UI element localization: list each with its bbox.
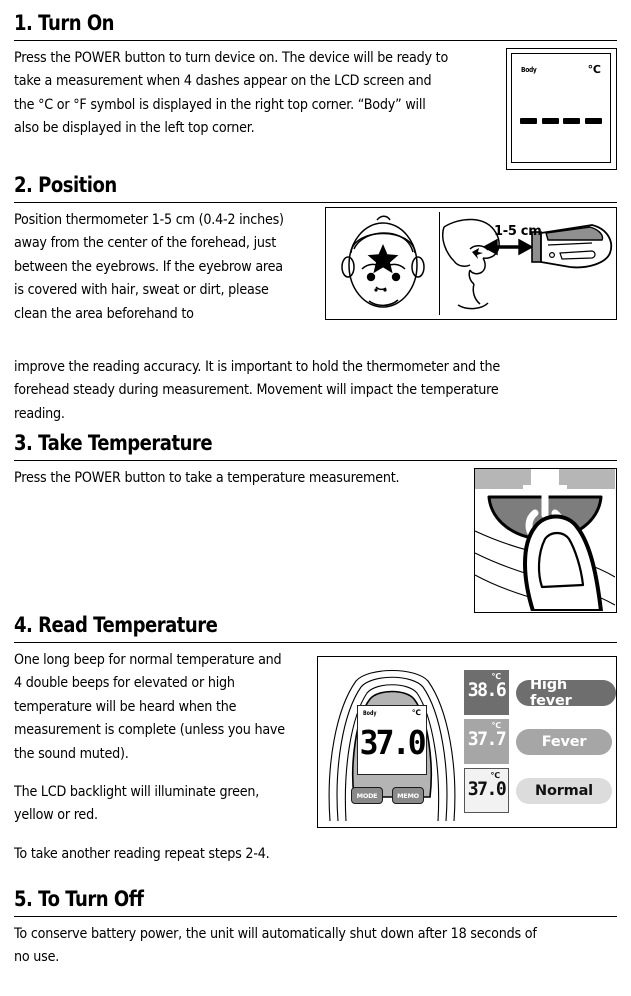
- section-1-divider: [14, 40, 617, 41]
- fever-level-row-high: [464, 670, 616, 715]
- section-3-heading: 3. Take Temperature: [14, 431, 213, 455]
- section-4-heading: 4. Read Temperature: [14, 613, 218, 637]
- section-2-body-wrap-2: [14, 356, 505, 426]
- section-1-heading: 1. Turn On: [14, 11, 115, 35]
- forehead-position-figure: [325, 207, 617, 320]
- device-lcd-reading: 37.0: [359, 723, 424, 762]
- star-icon: [368, 244, 399, 273]
- lcd-dash: [542, 118, 559, 124]
- lcd-inner-bezel: [511, 53, 611, 163]
- temp-chip-high-fever: [464, 670, 509, 715]
- distance-label: 1-5 cm: [494, 224, 542, 239]
- lcd-unit-symbol: ℃: [587, 63, 601, 76]
- mode-button[interactable]: MODE: [351, 787, 383, 804]
- fever-level-row-normal: [464, 768, 616, 813]
- temp-chip-value: 37.7: [467, 728, 506, 750]
- distance-arrow-icon: [486, 242, 530, 253]
- temp-chip-normal: [464, 768, 509, 813]
- figure-divider: [439, 212, 440, 315]
- device-lcd-screen: [357, 705, 427, 775]
- front-face-illustration: [327, 209, 439, 319]
- thumb-on-power-button-illustration: [475, 469, 615, 611]
- section-2-paragraph-a: Position thermometer 1-5 cm (0.4-2 inches) away from the center of the forehead, just between the eyebrows. If the eyebrow area is covered with hair, sweat or dirt, please clean the area beforehand to: [14, 212, 284, 322]
- section-2-heading: 2. Position: [14, 173, 117, 197]
- section-5-paragraph: To conserve battery power, the unit will automatically shut down after 18 seconds of no use.: [14, 926, 537, 966]
- section-1-body: [14, 47, 453, 141]
- fever-label-normal: Normal: [516, 778, 612, 804]
- section-4-divider: [14, 642, 617, 643]
- section-3-body: [14, 467, 437, 490]
- section-2-body-wrap: [14, 209, 284, 326]
- section-position-continued: [14, 356, 617, 426]
- device-lcd-body-label: Body: [363, 710, 377, 717]
- temp-chip-value: 38.6: [467, 679, 506, 701]
- fever-label-fever: Fever: [516, 729, 612, 755]
- section-4-paragraph-3: To take another reading repeat steps 2-4.: [14, 845, 270, 862]
- temp-chip-unit: ℃: [490, 771, 500, 780]
- section-1-paragraph: Press the POWER button to turn device on. The device will be ready to take a measurement when 4 dashes appear on the LCD screen and the °C or °F symbol is displayed in the right top corner. “Body” will also be displayed in the left top corner.: [14, 50, 449, 137]
- temp-chip-value: 37.0: [467, 778, 506, 800]
- section-3-paragraph: Press the POWER button to take a temperature measurement.: [14, 470, 400, 486]
- temp-chip-unit: ℃: [491, 672, 501, 681]
- section-3-divider: [14, 460, 617, 461]
- lcd-dash: [563, 118, 580, 124]
- section-4-body: [14, 649, 289, 866]
- lcd-dash: [520, 118, 537, 124]
- memo-button[interactable]: MEMO: [392, 787, 424, 804]
- temperature-scale-figure: [317, 656, 617, 828]
- temp-chip-unit: ℃: [491, 721, 501, 730]
- section-2-divider: [14, 202, 617, 203]
- lcd-dash-row: [520, 118, 602, 124]
- section-turn-off: [14, 886, 617, 970]
- device-lcd-unit: ℃: [411, 708, 421, 717]
- press-power-button-figure: [474, 468, 617, 613]
- section-4-paragraph-1: One long beep for normal temperature and 4 double beeps for elevated or high temperature will be heard when the measurement is complete (unless you have the sound muted).: [14, 652, 285, 762]
- lcd-dash: [585, 118, 602, 124]
- fever-level-list: [464, 670, 616, 813]
- section-5-body: [14, 923, 554, 970]
- section-2-paragraph-b: improve the reading accuracy. It is important to hold the thermometer and the forehead steady during measurement. Movement will impact the temperature reading.: [14, 359, 500, 422]
- fever-level-row-fever: [464, 719, 616, 764]
- section-5-heading: 5. To Turn Off: [14, 887, 144, 911]
- section-5-divider: [14, 916, 617, 917]
- lcd-ready-screen-figure: [506, 48, 617, 170]
- fever-label-high: High fever: [516, 680, 616, 706]
- lcd-body-label: Body: [521, 66, 537, 74]
- thermometer-device-illustration: [326, 665, 458, 821]
- temp-chip-fever: [464, 719, 509, 764]
- section-4-paragraph-2: The LCD backlight will illuminate green, yellow or red.: [14, 784, 260, 824]
